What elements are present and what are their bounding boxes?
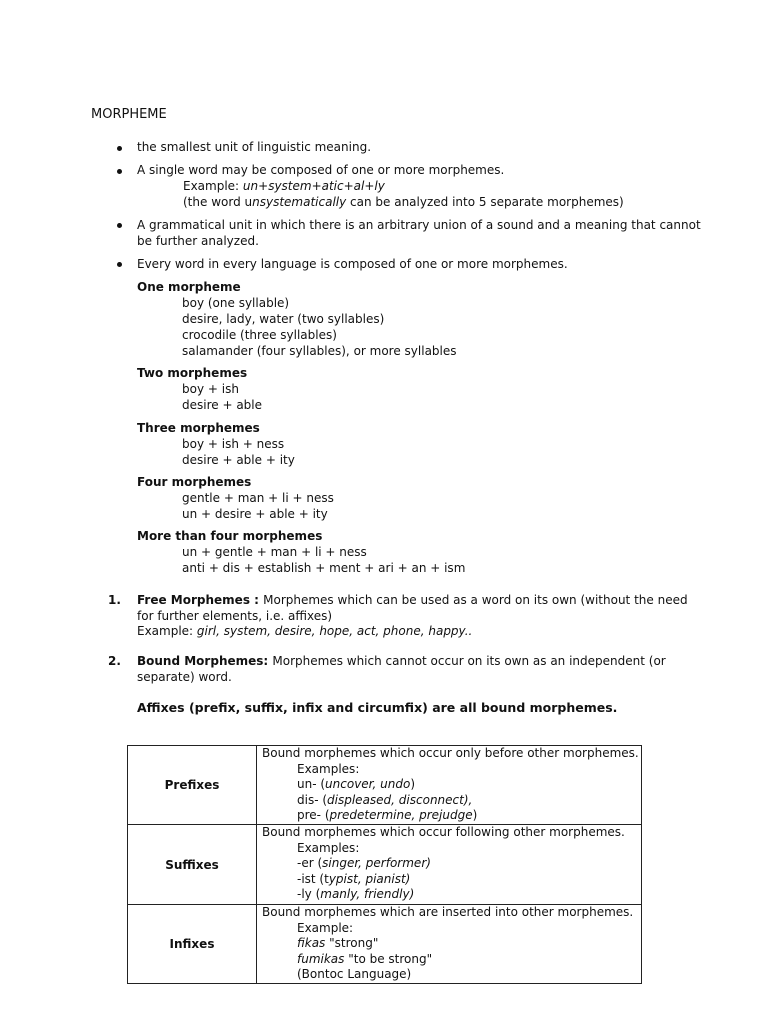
- table-row-content: [257, 905, 642, 984]
- example-suffix: ): [472, 808, 478, 823]
- group-line: desire, lady, water (two syllables): [182, 312, 385, 326]
- bullet-dot: [117, 262, 122, 267]
- table-row-content: [257, 746, 642, 825]
- table-row-label: Suffixes: [128, 825, 257, 905]
- group-heading: One morpheme: [137, 280, 241, 294]
- group-line: anti + dis + establish + ment + ari + an + ism: [182, 561, 466, 575]
- bullet-dot: [117, 169, 122, 174]
- example-words: predetermine, prejudge: [329, 808, 473, 823]
- example-suffix: "to be strong": [344, 951, 433, 966]
- group-line: desire + able + ity: [182, 453, 295, 467]
- examples-label: Examples:: [297, 761, 360, 776]
- table-row: [128, 825, 642, 905]
- example-suffix: ): [410, 777, 415, 792]
- bound-morphemes-text: [137, 654, 666, 669]
- group-line: boy (one syllable): [182, 296, 290, 310]
- group-line: gentle + man + li + ness: [182, 491, 334, 505]
- example-words: manly, friendly): [320, 887, 415, 902]
- bullet-2-text: A single word may be composed of one or more morphemes.: [137, 163, 505, 177]
- group-line: boy + ish + ness: [182, 437, 285, 451]
- affix-statement: Affixes (prefix, suffix, infix and circumfix) are all bound morphemes.: [137, 700, 618, 715]
- example-item: [257, 887, 641, 903]
- list-number: 1.: [108, 593, 121, 607]
- group-heading: Three morphemes: [137, 421, 260, 435]
- table-row-label: Infixes: [128, 905, 257, 984]
- example-item: [257, 793, 641, 809]
- examples-label: Examples:: [297, 840, 360, 855]
- row-description: Bound morphemes which are inserted into other morphemes.: [262, 905, 634, 919]
- example-item: [257, 777, 641, 793]
- bullet-3-text: A grammatical unit in which there is an arbitrary union of a sound and a meaning that cannot: [137, 218, 701, 232]
- group-line: desire + able: [182, 398, 263, 412]
- group-heading: Two morphemes: [137, 366, 248, 380]
- example-prefix: -er (: [297, 856, 323, 871]
- row-description: Bound morphemes which occur only before other morphemes.: [262, 746, 639, 760]
- affix-table: [127, 745, 642, 984]
- example-words: singer, performer): [322, 856, 431, 871]
- example-value: girl, system, desire, hope, act, phone, happy..: [196, 624, 473, 638]
- example-words: fikas: [297, 936, 326, 951]
- example-item: [257, 952, 641, 968]
- example-words: displeased, disconnect),: [327, 792, 473, 807]
- bullet-2-example: [183, 179, 385, 194]
- example-item: [257, 936, 641, 952]
- term-label: Bound Morphemes:: [137, 654, 273, 668]
- example-prefix: un- (: [297, 777, 326, 792]
- group-line: un + gentle + man + li + ness: [182, 545, 367, 559]
- example-label: Example:: [137, 624, 197, 638]
- group-heading: More than four morphemes: [137, 529, 323, 543]
- example-item: [257, 872, 641, 888]
- free-morphemes-text-cont: for further elements, i.e. affixes): [137, 609, 333, 623]
- bullet-1-text: the smallest unit of linguistic meaning.: [137, 140, 372, 154]
- group-line: salamander (four syllables), or more syllables: [182, 344, 457, 358]
- example-words: ypist, pianist): [328, 871, 411, 886]
- example-label: Example:: [183, 179, 243, 193]
- term-label: Free Morphemes :: [137, 593, 264, 607]
- note-part: can be analyzed into 5 separate morphemes): [346, 195, 624, 209]
- example-item: [257, 808, 641, 824]
- table-row: [128, 905, 642, 984]
- examples-label: Example:: [297, 920, 354, 935]
- table-row: [128, 746, 642, 825]
- group-heading: Four morphemes: [137, 475, 252, 489]
- example-item: [257, 856, 641, 872]
- table-row-content: [257, 825, 642, 905]
- example-words: uncover, undo: [325, 777, 411, 792]
- group-line: boy + ish: [182, 382, 239, 396]
- free-morphemes-example: [137, 624, 472, 639]
- page-title: MORPHEME: [91, 107, 167, 122]
- group-line: crocodile (three syllables): [182, 328, 337, 342]
- note-part-italic: nsystematically: [252, 195, 347, 209]
- term-definition: Morphemes which cannot occur on its own as an independent (or: [272, 654, 666, 668]
- example-item: [257, 967, 641, 983]
- note-part: (the word u: [183, 195, 253, 209]
- table-row-label: Prefixes: [128, 746, 257, 825]
- row-description: Bound morphemes which occur following other morphemes.: [262, 825, 625, 839]
- example-suffix: "strong": [325, 936, 379, 951]
- example-prefix: pre- (: [297, 808, 330, 823]
- bullet-dot: [117, 223, 122, 228]
- bullet-4-text: Every word in every language is composed of one or more morphemes.: [137, 257, 568, 271]
- example-words: fumikas: [297, 951, 345, 966]
- free-morphemes-text: [137, 593, 688, 608]
- example-prefix: (Bontoc Language): [297, 967, 412, 982]
- list-number: 2.: [108, 654, 121, 668]
- bullet-3-text-cont: be further analyzed.: [137, 234, 259, 248]
- example-prefix: dis- (: [297, 792, 328, 807]
- term-definition: Morphemes which can be used as a word on its own (without the need: [263, 593, 688, 607]
- bullet-dot: [117, 146, 122, 151]
- example-prefix: -ist (t: [297, 871, 329, 886]
- example-value: un+system+atic+al+ly: [242, 179, 385, 193]
- group-line: un + desire + able + ity: [182, 507, 328, 521]
- bound-morphemes-text-cont: separate) word.: [137, 670, 232, 684]
- example-prefix: -ly (: [297, 887, 321, 902]
- bullet-2-note: [183, 195, 624, 210]
